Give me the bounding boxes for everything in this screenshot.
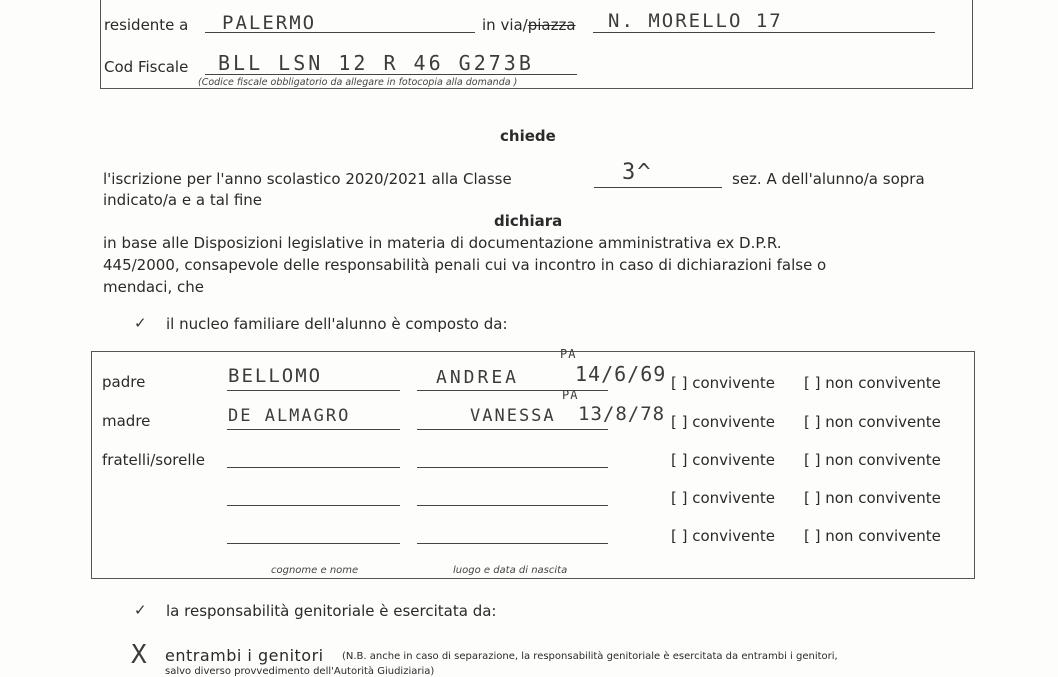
cognome-line-1 [227, 390, 400, 391]
cf-note: (Codice fiscale obbligatorio da allegare in fotocopia alla domanda ) [198, 77, 518, 88]
padre-data[interactable]: 14/6/69 [575, 362, 667, 386]
madre-convivente-option[interactable]: [ ] convivente [671, 413, 775, 431]
role-fratelli: fratelli/sorelle [102, 451, 205, 469]
cognome-line-3[interactable] [227, 467, 400, 468]
madre-nome[interactable]: VANESSA [470, 406, 556, 426]
chiede-heading: chiede [500, 127, 556, 145]
footer-luogo-label: luogo e data di nascita [453, 565, 568, 576]
padre-convivente-option[interactable]: [ ] convivente [671, 374, 775, 392]
row4-non-convivente-option[interactable]: [ ] non convivente [804, 489, 941, 507]
cognome-line-4[interactable] [227, 505, 400, 506]
nome-line-4[interactable] [417, 505, 608, 506]
via-line [593, 32, 935, 33]
madre-cognome[interactable]: DE ALMAGRO [228, 406, 351, 426]
residente-label: residente a [104, 16, 189, 34]
via-strike: piazza [527, 16, 576, 34]
iscrizione-text: l'iscrizione per l'anno scolastico 2020/2021 alla Classe [103, 170, 512, 188]
padre-luogo[interactable]: PA [560, 347, 577, 361]
entrambi-note-2: salvo diverso provvedimento dell'Autorità Giudiziaria) [165, 666, 435, 677]
entrambi-note: (N.B. anche in caso di separazione, la responsabilità genitoriale è esercitata da entrambi i genitori, [342, 651, 838, 662]
residente-value[interactable]: PALERMO [222, 12, 317, 34]
cf-label: Cod Fiscale [104, 58, 189, 76]
via-value[interactable]: N. MORELLO 17 [608, 10, 783, 32]
cognome-line-5[interactable] [227, 543, 400, 544]
nome-line-5[interactable] [417, 543, 608, 544]
entrambi-mark[interactable]: X [131, 640, 147, 670]
madre-luogo[interactable]: PA [562, 388, 579, 402]
row4-convivente-option[interactable]: [ ] convivente [671, 489, 775, 507]
dichiara-line-3: mendaci, che [103, 278, 204, 296]
checkmark-icon-2: ✓ [134, 601, 147, 619]
padre-nome[interactable]: ANDREA [436, 367, 520, 388]
madre-data[interactable]: 13/8/78 [578, 403, 666, 425]
nome-line-2 [417, 429, 608, 430]
iscrizione-text-after: sez. A dell'alunno/a sopra [732, 170, 925, 188]
footer-cognome-label: cognome e nome [271, 565, 359, 576]
nome-line-1 [417, 390, 608, 391]
checkmark-icon: ✓ [134, 314, 147, 332]
entrambi-label: entrambi i genitori [165, 646, 324, 665]
iscrizione-line2: indicato/a e a tal fine [103, 191, 263, 209]
classe-line [594, 187, 722, 188]
row5-non-convivente-option[interactable]: [ ] non convivente [804, 527, 941, 545]
role-padre: padre [102, 373, 146, 391]
padre-non-convivente-option[interactable]: [ ] non convivente [804, 374, 941, 392]
via-label [482, 16, 576, 34]
nucleo-label: il nucleo familiare dell'alunno è composto da: [166, 315, 508, 333]
responsabilita-label: la responsabilità genitoriale è esercitata da: [166, 602, 497, 620]
row3-convivente-option[interactable]: [ ] convivente [671, 451, 775, 469]
dichiara-line-2: 445/2000, consapevole delle responsabilità penali cui va incontro in caso di dichiarazioni false o [103, 256, 827, 274]
padre-cognome[interactable]: BELLOMO [228, 365, 323, 387]
classe-value[interactable]: 3^ [622, 160, 653, 185]
cognome-line-2 [227, 429, 400, 430]
row3-non-convivente-option[interactable]: [ ] non convivente [804, 451, 941, 469]
dichiara-line-1: in base alle Disposizioni legislative in materia di documentazione amministrativa ex D.P.R. [103, 234, 782, 252]
via-prefix: in via/ [482, 16, 528, 34]
cf-value[interactable]: BLL LSN 12 R 46 G273B [218, 51, 534, 75]
madre-non-convivente-option[interactable]: [ ] non convivente [804, 413, 941, 431]
dichiara-heading: dichiara [494, 212, 563, 230]
nome-line-3[interactable] [417, 467, 608, 468]
role-madre: madre [102, 412, 151, 430]
row5-convivente-option[interactable]: [ ] convivente [671, 527, 775, 545]
